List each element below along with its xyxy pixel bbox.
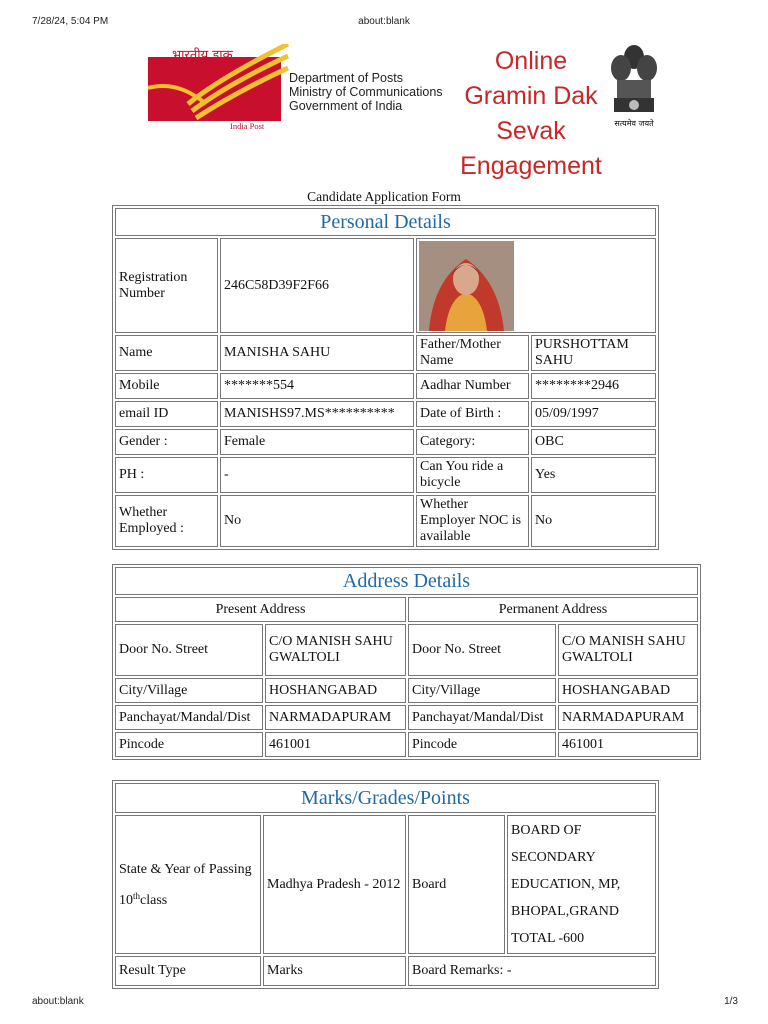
print-header: [0, 16, 768, 30]
state-year-label-text: State & Year of Passing 10: [119, 861, 252, 908]
permanent-pincode-label: Pincode: [408, 732, 556, 757]
address-details-table: [112, 564, 701, 760]
gender-label: Gender :: [115, 429, 218, 455]
category-value: OBC: [531, 429, 656, 455]
category-label: Category:: [416, 429, 529, 455]
registration-label: Registration Number: [115, 238, 218, 333]
dob-label: Date of Birth :: [416, 401, 529, 427]
marks-heading: Marks/Grades/Points: [115, 783, 656, 813]
mobile-value: *******554: [220, 373, 414, 399]
present-pincode-value: 461001: [265, 732, 406, 757]
hindi-logo-text: भारतीय डाक: [172, 48, 233, 63]
permanent-address-heading: Permanent Address: [408, 597, 698, 622]
portal-title-line: Online: [494, 47, 568, 75]
name-value: MANISHA SAHU: [220, 335, 414, 371]
noc-value: No: [531, 495, 656, 547]
permanent-panchayat-label: Panchayat/Mandal/Dist: [408, 705, 556, 730]
present-door-label: Door No. Street: [115, 624, 263, 676]
department-line: Government of India: [289, 99, 403, 113]
present-panchayat-label: Panchayat/Mandal/Dist: [115, 705, 263, 730]
personal-details-table: [112, 205, 659, 550]
noc-label: Whether Employer NOC is available: [416, 495, 529, 547]
department-text: [289, 71, 443, 113]
bicycle-label: Can You ride a bicycle: [416, 457, 529, 493]
present-pincode-label: Pincode: [115, 732, 263, 757]
aadhar-label: Aadhar Number: [416, 373, 529, 399]
india-post-logo: [148, 44, 454, 134]
personal-details-heading: Personal Details: [115, 208, 656, 236]
name-label: Name: [115, 335, 218, 371]
footer-url: about:blank: [32, 996, 84, 1007]
ph-value: -: [220, 457, 414, 493]
result-type-value: Marks: [263, 956, 406, 986]
permanent-panchayat-value: NARMADAPURAM: [558, 705, 698, 730]
print-datetime: 7/28/24, 5:04 PM: [32, 16, 109, 27]
bicycle-value: Yes: [531, 457, 656, 493]
marks-table: [112, 780, 659, 989]
portal-title-line: Gramin Dak: [464, 82, 598, 110]
result-type-label: Result Type: [115, 956, 261, 986]
board-value: BOARD OF SECONDARY EDUCATION, MP, BHOPAL,GRAND TOTAL -600: [507, 815, 656, 954]
state-year-label: [115, 815, 261, 954]
parent-name-label: Father/Mother Name: [416, 335, 529, 371]
state-year-label-suffix: class: [140, 892, 168, 908]
board-remarks: Board Remarks: -: [408, 956, 656, 986]
present-city-label: City/Village: [115, 678, 263, 703]
registration-value: 246C58D39F2F66: [220, 238, 414, 333]
candidate-photo: [419, 241, 514, 331]
print-footer: [0, 996, 768, 1010]
permanent-city-label: City/Village: [408, 678, 556, 703]
email-label: email ID: [115, 401, 218, 427]
aadhar-value: ********2946: [531, 373, 656, 399]
gender-value: Female: [220, 429, 414, 455]
parent-name-value: PURSHOTTAM SAHU: [531, 335, 656, 371]
permanent-door-value: C/O MANISH SAHU GWALTOLI: [558, 624, 698, 676]
print-url: about:blank: [358, 16, 410, 27]
emblem-caption: सत्यमेव जयते: [614, 119, 654, 128]
permanent-pincode-value: 461001: [558, 732, 698, 757]
email-value: MANISHS97.MS**********: [220, 401, 414, 427]
employed-value: No: [220, 495, 414, 547]
permanent-city-value: HOSHANGABAD: [558, 678, 698, 703]
ph-label: PH :: [115, 457, 218, 493]
department-line: Department of Posts: [289, 71, 403, 85]
dob-value: 05/09/1997: [531, 401, 656, 427]
address-details-heading: Address Details: [115, 567, 698, 595]
state-year-value: Madhya Pradesh - 2012: [263, 815, 406, 954]
present-address-heading: Present Address: [115, 597, 406, 622]
present-panchayat-value: NARMADAPURAM: [265, 705, 406, 730]
page-number: 1/3: [724, 996, 738, 1007]
present-door-value: C/O MANISH SAHU GWALTOLI: [265, 624, 406, 676]
portal-title-line: Sevak: [496, 117, 566, 145]
portal-title: [448, 44, 614, 184]
mobile-label: Mobile: [115, 373, 218, 399]
permanent-door-label: Door No. Street: [408, 624, 556, 676]
photo-cell: [416, 238, 656, 333]
india-post-caption: India Post: [230, 121, 265, 131]
portal-title-line: Engagement: [460, 152, 602, 180]
department-line: Ministry of Communications: [289, 85, 443, 99]
board-label: Board: [408, 815, 505, 954]
present-city-value: HOSHANGABAD: [265, 678, 406, 703]
form-title: Candidate Application Form: [307, 189, 461, 204]
employed-label: Whether Employed :: [115, 495, 218, 547]
state-year-label-sup: th: [133, 890, 141, 901]
